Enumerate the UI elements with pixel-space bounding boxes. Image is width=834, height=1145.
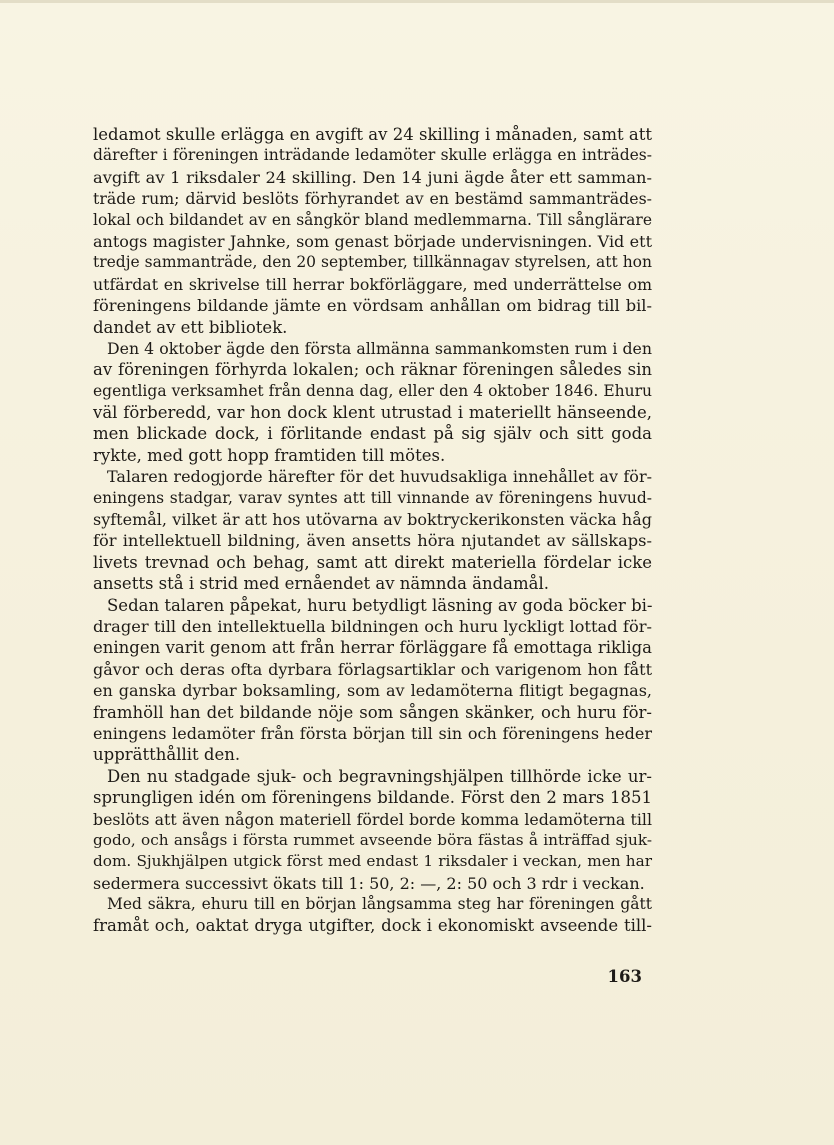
- text-line: egentliga verksamhet från denna dag, eller den 4 oktober 1846. Ehuru: [93, 381, 652, 400]
- text-line: avgift av 1 riksdaler 24 skilling. Den 14 juni ägde åter ett samman-: [93, 167, 652, 187]
- text-line: gåvor och deras ofta dyrbara förlagsartiklar och varigenom hon fått: [93, 659, 652, 679]
- text-line: en ganska dyrbar boksamling, som av ledamöterna flitigt begagnas,: [93, 681, 652, 701]
- text-line: sedermera successivt ökats till 1: 50, 2: —, 2: 50 och 3 rdr i veckan.: [93, 873, 645, 893]
- text-line: Med säkra, ehuru till en början långsamma steg har föreningen gått: [107, 895, 652, 914]
- text-line: upprätthållit den.: [93, 745, 241, 765]
- page-number: 163: [607, 967, 642, 986]
- text-line: träde rum; därvid beslöts förhyrandet av en bestämd sammanträdes-: [93, 189, 652, 209]
- text-line: syftemål, vilket är att hos utövarna av boktryckerikonsten väcka håg: [93, 510, 652, 530]
- text-line: tredje sammanträde, den 20 september, tillkännagav styrelsen, att hon: [93, 253, 652, 272]
- text-line: Sedan talaren påpekat, huru betydligt läsning av goda böcker bi-: [107, 595, 653, 615]
- text-line: utfärdat en skrivelse till herrar bokförläggare, med underrättelse om: [93, 274, 652, 294]
- text-line: framåt och, oaktat dryga utgifter, dock i ekonomiskt avseende till-: [93, 916, 652, 936]
- text-line: eningens stadgar, varav syntes att till vinnande av föreningens huvud-: [93, 488, 652, 507]
- text-line: av föreningen förhyrda lokalen; och räknar föreningen således sin: [93, 360, 652, 380]
- text-line: sprungligen idén om föreningens bildande. Först den 2 mars 1851: [93, 788, 652, 808]
- text-line: rykte, med gott hopp framtiden till mötes.: [93, 445, 446, 465]
- text-line: livets trevnad och behag, samt att direkt materiella fördelar icke: [93, 552, 652, 572]
- text-line: lokal och bildandet av en sångkör bland medlemmarna. Till sånglärare: [93, 210, 652, 229]
- text-line: ansetts stå i strid med ernåendet av nämnda ändamål.: [93, 574, 550, 594]
- text-line: beslöts att även någon materiell fördel borde komma ledamöterna till: [93, 809, 652, 829]
- body-text: [93, 124, 652, 937]
- text-line: drager till den intellektuella bildningen och huru lyckligt lottad för-: [93, 616, 652, 636]
- text-line: föreningens bildande jämte en vördsam anhållan om bidrag till bil-: [93, 296, 652, 316]
- text-line: dom. Sjukhjälpen utgick först med endast 1 riksdaler i veckan, men har: [93, 852, 652, 871]
- text-line: eningen varit genom att från herrar förläggare få emottaga rikliga: [93, 638, 652, 658]
- text-line: Talaren redogjorde härefter för det huvudsakliga innehållet av för-: [107, 467, 652, 487]
- text-line: dandet av ett bibliotek.: [93, 317, 288, 337]
- text-line: antogs magister Jahnke, som genast började undervisningen. Vid ett: [93, 231, 652, 251]
- text-line: därefter i föreningen inträdande ledamöter skulle erlägga en inträdes-: [93, 146, 652, 165]
- text-line: Den nu stadgade sjuk- och begravningshjälpen tillhörde icke ur-: [107, 766, 652, 786]
- text-line: framhöll han det bildande nöje som sången skänker, och huru för-: [93, 702, 652, 722]
- text-line: väl förberedd, var hon dock klent utrustad i materiellt hänseende,: [93, 403, 652, 423]
- page-top-edge: [0, 0, 834, 3]
- text-line: eningens ledamöter från första början till sin och föreningens heder: [93, 723, 652, 743]
- text-line: för intellektuell bildning, även ansetts höra njutandet av sällskaps-: [93, 531, 652, 551]
- text-line: godo, och ansågs i första rummet avseende böra fästas å inträffad sjuk-: [93, 830, 652, 849]
- text-line: men blickade dock, i förlitande endast på sig själv och sitt goda: [93, 424, 652, 444]
- text-line: ledamot skulle erlägga en avgift av 24 skilling i månaden, samt att: [93, 125, 652, 144]
- text-line: Den 4 oktober ägde den första allmänna sammankomsten rum i den: [107, 338, 652, 358]
